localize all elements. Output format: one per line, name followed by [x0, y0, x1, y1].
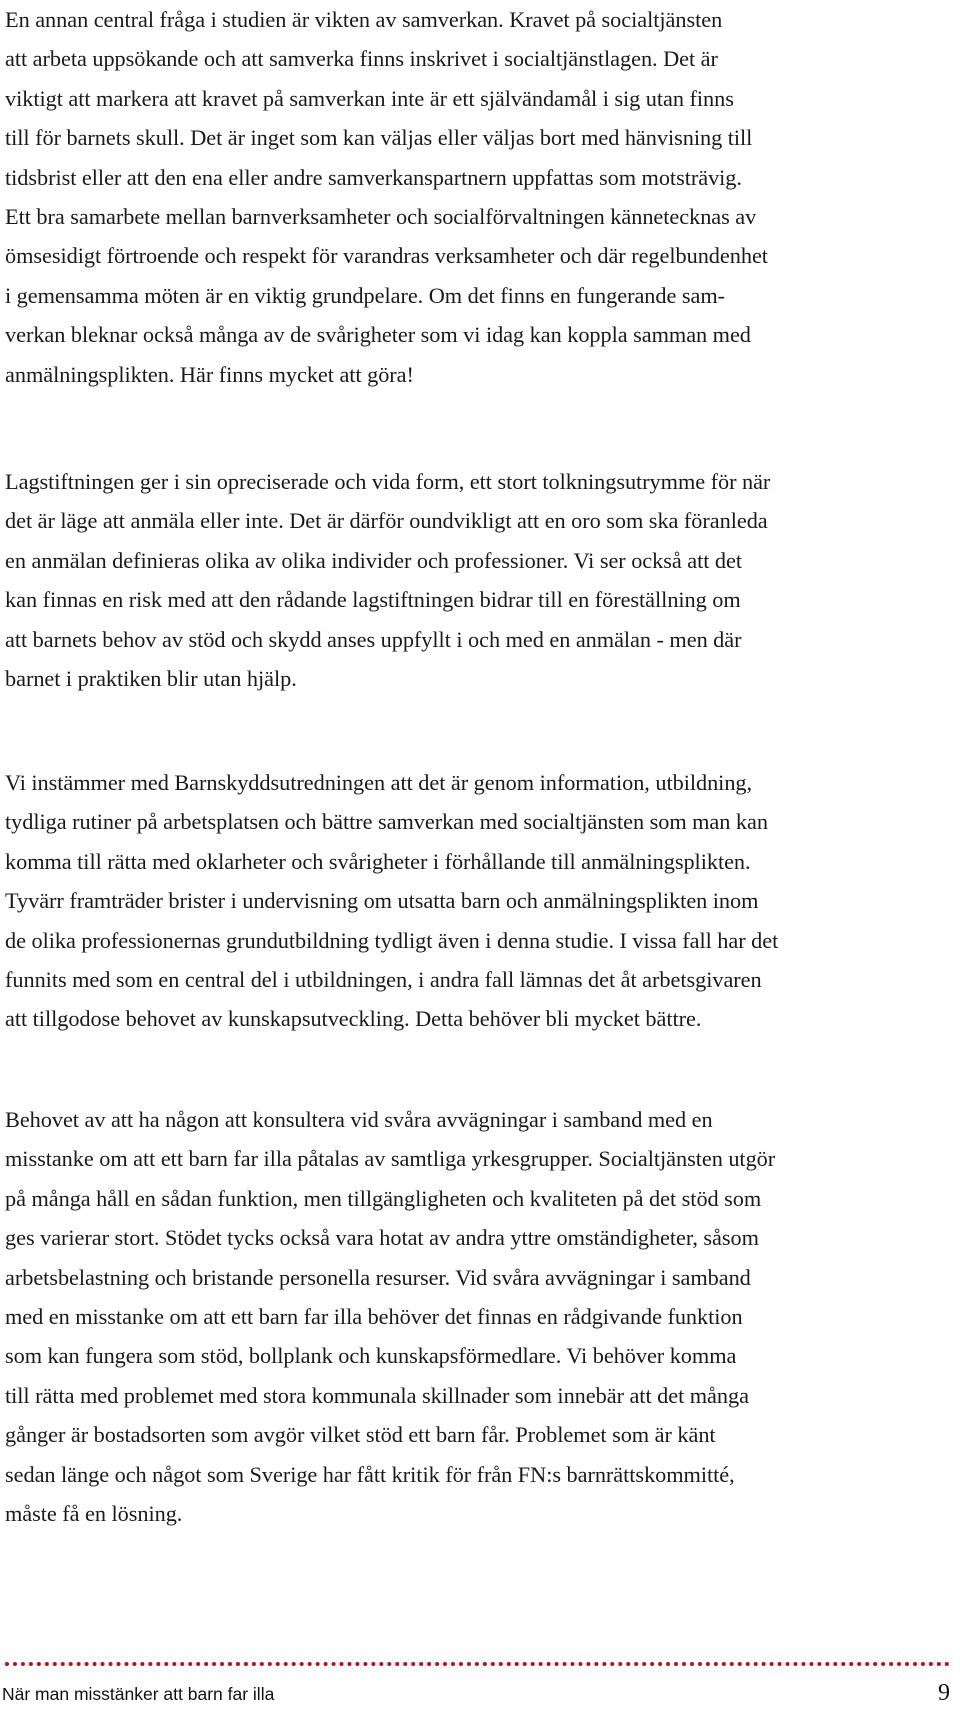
- paragraph-samverkan: [5, 0, 768, 394]
- text-line: Ett bra samarbete mellan barnverksamheter och socialförvaltningen kännetecknas av: [5, 204, 757, 230]
- text-line: till rätta med problemet med stora kommunala skillnader som innebär att det många: [5, 1382, 749, 1408]
- text-line: tydliga rutiner på arbetsplatsen och bättre samverkan med socialtjänsten som man kan: [5, 809, 768, 835]
- text-line: viktigt att markera att kravet på samverkan inte är ett självändamål i sig utan finns: [5, 85, 734, 111]
- text-line: Tyvärr framträder brister i undervisning om utsatta barn och anmälningsplikten inom: [5, 888, 759, 914]
- text-line: gånger är bostadsorten som avgör vilket stöd ett barn får. Problemet som är känt: [5, 1422, 716, 1448]
- text-line: till för barnets skull. Det är inget som kan väljas eller väljas bort med hänvisning till: [5, 125, 753, 151]
- text-line: ges varierar stort. Stödet tycks också vara hotat av andra yttre omständigheter, såsom: [5, 1225, 759, 1251]
- text-line: Vi instämmer med Barnskyddsutredningen att det är genom information, utbildning,: [5, 770, 753, 795]
- page-number: 9: [938, 1680, 950, 1706]
- text-line: de olika professionernas grundutbildning tydligt även i denna studie. I vissa fall har det: [5, 927, 779, 953]
- text-line: en anmälan definieras olika av olika individer och professioner. Vi ser också att det: [5, 547, 742, 573]
- text-line: En annan central fråga i studien är vikten av samverkan. Kravet på socialtjänsten: [5, 7, 723, 32]
- text-line: det är läge att anmäla eller inte. Det är därför oundvikligt att en oro som ska föranleda: [5, 508, 768, 534]
- text-line: Behovet av att ha någon att konsultera vid svåra avvägningar i samband med en: [5, 1107, 713, 1132]
- paragraph-konsultation: [5, 1100, 775, 1533]
- footer-dotted-divider: [5, 1662, 950, 1666]
- text-line: att arbeta uppsökande och att samverka finns inskrivet i socialtjänstlagen. Det är: [5, 46, 718, 72]
- text-line: måste få en lösning.: [5, 1501, 183, 1527]
- text-line: att tillgodose behovet av kunskapsutveckling. Detta behöver bli mycket bättre.: [5, 1006, 702, 1032]
- paragraph-utbildning: [5, 763, 778, 1039]
- text-line: Lagstiftningen ger i sin opreciserade och vida form, ett stort tolkningsutrymme för när: [5, 469, 771, 494]
- paragraph-lagstiftning: [5, 462, 770, 698]
- text-line: som kan fungera som stöd, bollplank och kunskapsförmedlare. Vi behöver komma: [5, 1343, 737, 1369]
- text-line: i gemensamma möten är en viktig grundpelare. Om det finns en fungerande sam-: [5, 282, 726, 308]
- text-line: verkan bleknar också många av de svårigheter som vi idag kan koppla samman med: [5, 322, 751, 348]
- text-line: tidsbrist eller att den ena eller andre samverkanspartnern uppfattas som motsträvig.: [5, 164, 742, 190]
- text-line: anmälningsplikten. Här finns mycket att göra!: [5, 361, 414, 387]
- text-line: ömsesidigt förtroende och respekt för varandras verksamheter och där regelbundenhet: [5, 243, 768, 269]
- text-line: kan finnas en risk med att den rådande lagstiftningen bidrar till en föreställning om: [5, 587, 741, 613]
- text-line: att barnets behov av stöd och skydd anses uppfyllt i och med en anmälan - men där: [5, 626, 742, 652]
- text-line: barnet i praktiken blir utan hjälp.: [5, 666, 297, 692]
- text-line: med en misstanke om att ett barn far illa behöver det finnas en rådgivande funktion: [5, 1304, 743, 1330]
- text-line: misstanke om att ett barn far illa påtalas av samtliga yrkesgrupper. Socialtjänsten utgör: [5, 1146, 776, 1172]
- text-line: sedan länge och något som Sverige har fått kritik för från FN:s barnrättskommitté,: [5, 1461, 735, 1487]
- text-line: arbetsbelastning och bristande personella resurser. Vid svåra avvägningar i samband: [5, 1264, 751, 1290]
- text-line: komma till rätta med oklarheter och svårigheter i förhållande till anmälningsplikten.: [5, 848, 751, 874]
- footer-title: När man misstänker att barn far illa: [2, 1684, 275, 1704]
- text-line: på många håll en sådan funktion, men tillgängligheten och kvaliteten på det stöd som: [5, 1185, 762, 1211]
- text-line: funnits med som en central del i utbildningen, i andra fall lämnas det åt arbetsgivaren: [5, 967, 762, 993]
